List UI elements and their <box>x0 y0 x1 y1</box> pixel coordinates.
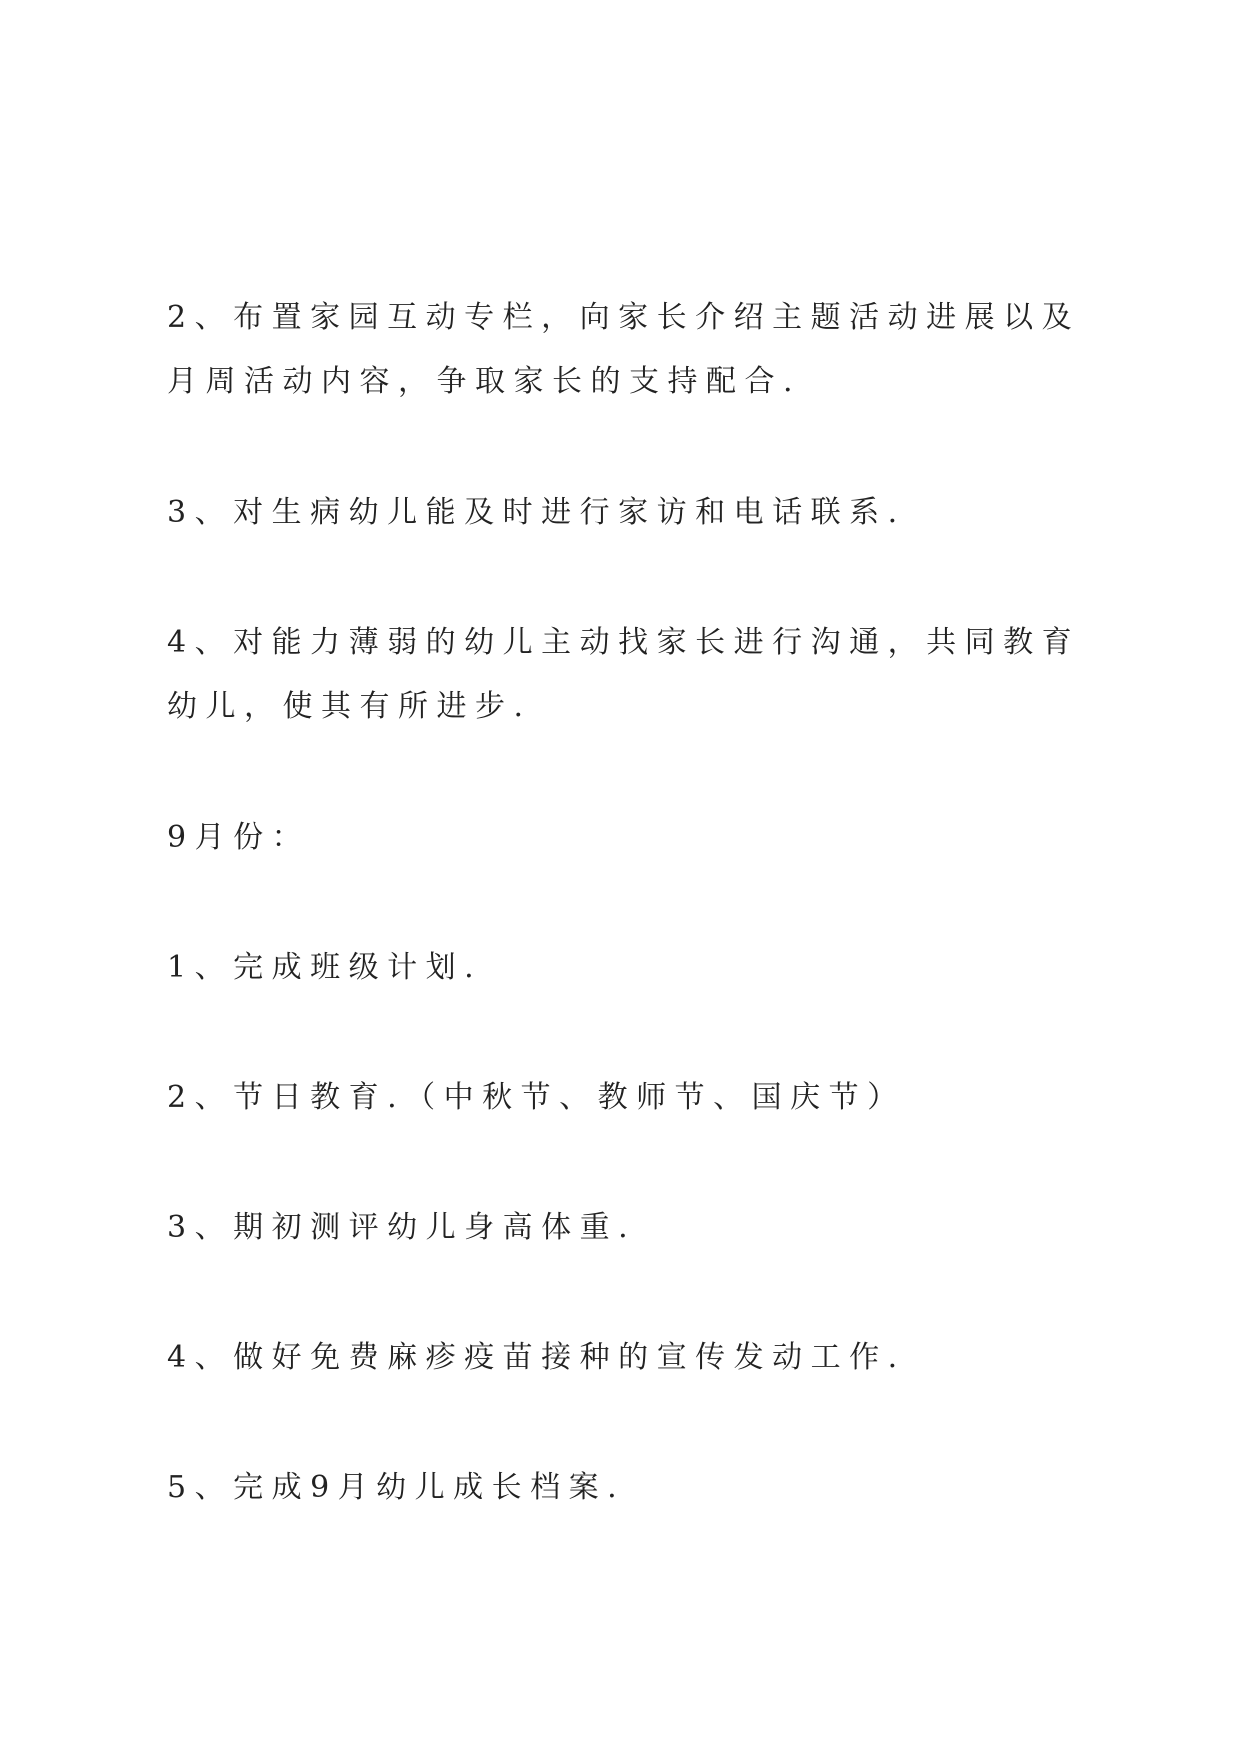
section-heading-september: 9月份： <box>167 820 311 855</box>
paragraph-parent-communication: 4、对能力薄弱的幼儿主动找家长进行沟通，共同教育幼儿，使其有所进步. <box>167 625 1081 724</box>
paragraph-home-visits: 3、对生病幼儿能及时进行家访和电话联系. <box>167 495 906 530</box>
list-item-holiday-education: 2、节日教育.（中秋节、教师节、国庆节） <box>167 1080 906 1115</box>
list-item-class-plan: 1、完成班级计划. <box>167 950 483 985</box>
paragraph-home-school-board: 2、布置家园互动专栏，向家长介绍主题活动进展以及月周活动内容，争取家长的支持配合. <box>167 300 1081 399</box>
list-item-vaccination: 4、做好免费麻疹疫苗接种的宣传发动工作. <box>167 1340 906 1375</box>
list-item-height-weight: 3、期初测评幼儿身高体重. <box>167 1210 637 1245</box>
list-item-growth-archive: 5、完成9月幼儿成长档案. <box>167 1470 626 1505</box>
